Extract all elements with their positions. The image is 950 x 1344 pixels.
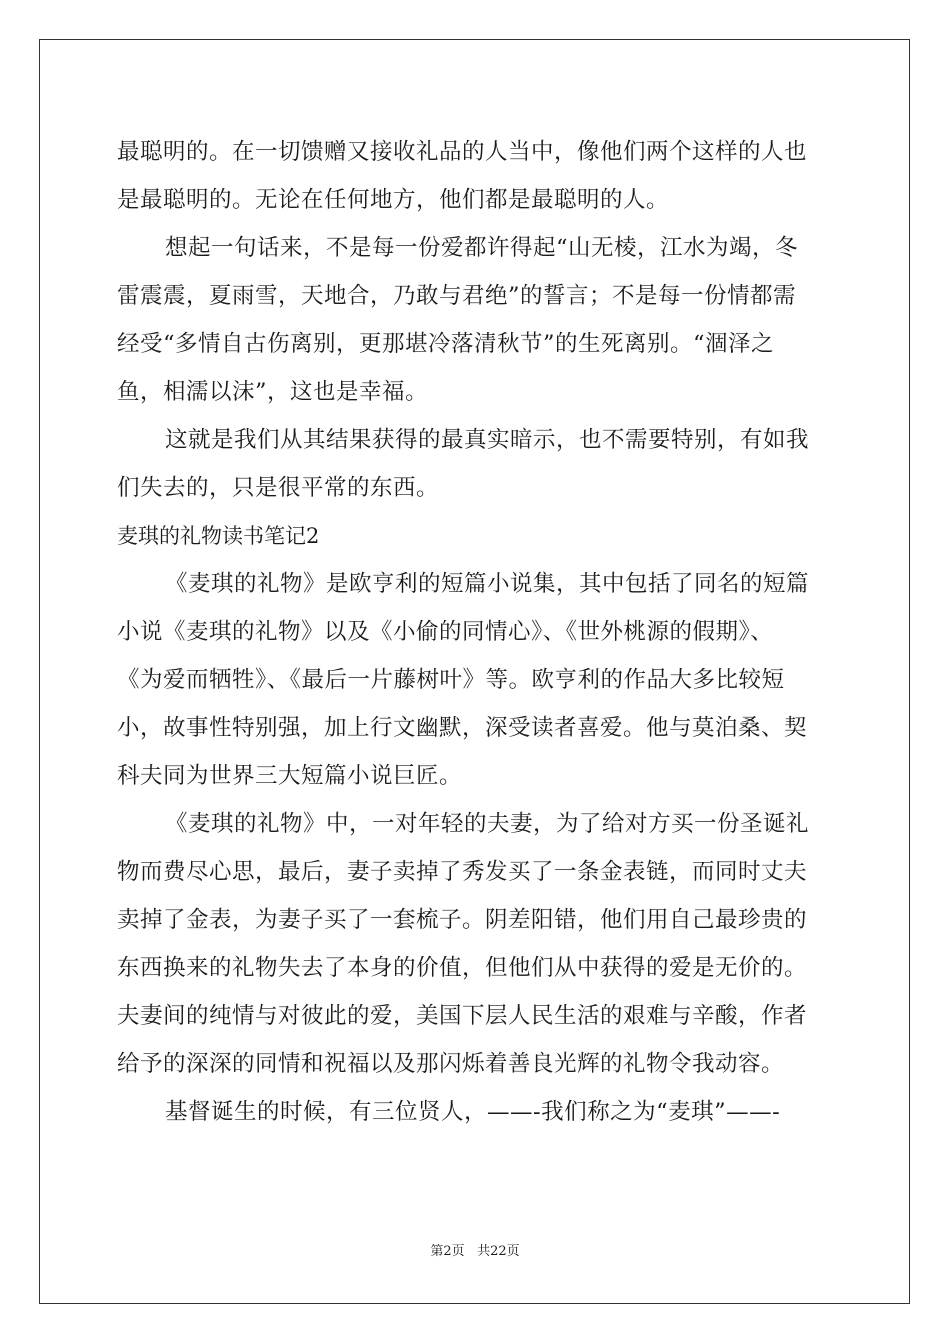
text-line: 最聪明的。在一切馈赠又接收礼品的人当中，像他们两个这样的人也 — [117, 139, 808, 165]
text-line: 基督诞生的时候，有三位贤人，——-我们称之为“麦琪”——- — [165, 1099, 781, 1125]
text-line: 物而费尽心思，最后，妻子卖掉了秀发买了一条金表链，而同时丈夫 — [117, 859, 808, 885]
text-line: 们失去的，只是很平常的东西。 — [117, 475, 440, 501]
text-line: 雷震震，夏雨雪，天地合，乃敢与君绝”的誓言；不是每一份情都需 — [117, 283, 797, 309]
page-footer — [0, 1240, 950, 1259]
text-line: 想起一句话来，不是每一份爱都许得起“山无棱，江水为竭，冬 — [165, 235, 799, 261]
text-line: 《麦琪的礼物》中，一对年轻的夫妻，为了给对方买一份圣诞礼 — [165, 811, 810, 837]
text-line: 小，故事性特别强，加上行文幽默，深受读者喜爱。他与莫泊桑、契 — [117, 715, 808, 741]
page-total: 共22页 — [477, 1244, 520, 1259]
text-line: 卖掉了金表，为妻子买了一套梳子。阴差阳错，他们用自己最珍贵的 — [117, 907, 808, 933]
text-line: 这就是我们从其结果获得的最真实暗示，也不需要特别，有如我 — [165, 427, 810, 453]
document-body — [117, 128, 837, 1136]
text-line: 夫妻间的纯情与对彼此的爱，美国下层人民生活的艰难与辛酸，作者 — [117, 1003, 808, 1029]
section-heading: 麦琪的礼物读书笔记2 — [117, 524, 320, 548]
footer-gap — [465, 1244, 477, 1259]
text-line: 《麦琪的礼物》是欧亨利的短篇小说集，其中包括了同名的短篇 — [165, 571, 810, 597]
text-line: 《为爱而牺牲》、《最后一片藤树叶》等。欧亨利的作品大多比较短 — [117, 667, 785, 693]
text-line: 鱼，相濡以沫”，这也是幸福。 — [117, 379, 429, 405]
text-line: 经受“多情自古伤离别，更那堪冷落清秋节”的生死离别。“涸泽之 — [117, 331, 775, 357]
text-line: 科夫同为世界三大短篇小说巨匠。 — [117, 763, 463, 789]
text-line: 给予的深深的同情和祝福以及那闪烁着善良光辉的礼物令我动容。 — [117, 1051, 785, 1077]
text-line: 小说《麦琪的礼物》以及《小偷的同情心》、《世外桃源的假期》、 — [117, 619, 774, 645]
text-line: 是最聪明的。无论在任何地方，他们都是最聪明的人。 — [117, 187, 670, 213]
text-line: 东西换来的礼物失去了本身的价值，但他们从中获得的爱是无价的。 — [117, 955, 808, 981]
page-number: 第2页 — [430, 1244, 465, 1259]
